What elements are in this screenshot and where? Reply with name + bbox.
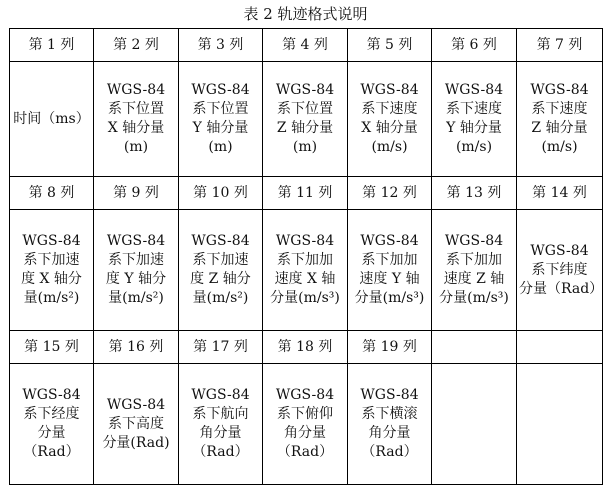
header-row — [10, 177, 603, 210]
empty-cell — [517, 364, 603, 485]
content-cell — [94, 364, 179, 485]
content-cell — [517, 210, 603, 331]
cell-text: WGS-84 系下加速 度 Z 轴分 量(m/s²) — [190, 233, 251, 306]
content-cell — [263, 364, 348, 485]
content-cell — [263, 210, 348, 331]
empty-cell — [432, 364, 517, 485]
content-cell — [179, 210, 263, 331]
cell-text: WGS-84 系下加速 度 X 轴分 量(m/s²) — [21, 233, 82, 306]
header-cell: 第 12 列 — [348, 177, 432, 210]
cell-text: WGS-84 系下速度 X 轴分量 (m/s) — [360, 82, 419, 155]
content-cell — [432, 62, 517, 177]
cell-text: WGS-84 系下位置 Y 轴分量 (m) — [191, 82, 250, 155]
header-cell: 第 11 列 — [263, 177, 348, 210]
content-row — [10, 62, 603, 177]
content-cell — [94, 62, 179, 177]
content-cell — [348, 62, 432, 177]
header-cell: 第 17 列 — [179, 331, 263, 364]
header-row — [10, 331, 603, 364]
empty-cell — [517, 331, 603, 364]
content-cell — [10, 210, 94, 331]
table-caption: 表 2 轨迹格式说明 — [243, 5, 368, 23]
cell-text: WGS-84 系下加加 速度 Z 轴 分量(m/s³) — [439, 233, 509, 306]
content-cell — [348, 364, 432, 485]
cell-text: WGS-84 系下加加 速度 X 轴 分量(m/s³) — [270, 233, 340, 306]
content-row — [10, 364, 603, 485]
cell-text: WGS-84 系下纬度 分量（Rad） — [519, 242, 604, 297]
cell-text: WGS-84 系下位置 X 轴分量 (m) — [106, 82, 166, 155]
cell-text: WGS-84 系下速度 Y 轴分量 (m/s) — [444, 82, 504, 155]
cell-text: WGS-84 系下速度 Z 轴分量 (m/s) — [530, 82, 589, 155]
empty-cell — [432, 331, 517, 364]
header-cell: 第 19 列 — [348, 331, 432, 364]
header-cell: 第 10 列 — [179, 177, 263, 210]
header-cell: 第 7 列 — [517, 29, 603, 62]
cell-text: WGS-84 系下航向 角分量 （Rad） — [191, 387, 250, 460]
header-cell: 第 15 列 — [10, 331, 94, 364]
cell-text: WGS-84 系下经度 分量 （Rad） — [22, 387, 81, 460]
content-cell — [179, 62, 263, 177]
header-cell: 第 3 列 — [179, 29, 263, 62]
header-cell: 第 4 列 — [263, 29, 348, 62]
header-cell: 第 18 列 — [263, 331, 348, 364]
content-cell — [517, 62, 603, 177]
header-cell: 第 5 列 — [348, 29, 432, 62]
trajectory-format-table — [9, 28, 603, 485]
cell-text: WGS-84 系下位置 Z 轴分量 (m) — [275, 82, 335, 155]
content-cell — [10, 62, 94, 177]
content-cell — [263, 62, 348, 177]
cell-text: WGS-84 系下加速 度 Y 轴分 量(m/s²) — [105, 233, 167, 306]
content-cell — [348, 210, 432, 331]
header-cell: 第 8 列 — [10, 177, 94, 210]
cell-text: 时间（ms） — [13, 110, 90, 127]
header-row — [10, 29, 603, 62]
header-cell: 第 6 列 — [432, 29, 517, 62]
content-row — [10, 210, 603, 331]
header-cell: 第 9 列 — [94, 177, 179, 210]
header-cell: 第 16 列 — [94, 331, 179, 364]
cell-text: WGS-84 系下俯仰 角分量 （Rad） — [275, 387, 335, 460]
header-cell: 第 2 列 — [94, 29, 179, 62]
cell-text: WGS-84 系下横滚 角分量 （Rad） — [360, 387, 419, 460]
content-cell — [10, 364, 94, 485]
cell-text: WGS-84 系下加加 速度 Y 轴 分量(m/s³) — [354, 233, 425, 306]
header-cell: 第 13 列 — [432, 177, 517, 210]
content-cell — [432, 210, 517, 331]
content-cell — [94, 210, 179, 331]
header-cell: 第 1 列 — [10, 29, 94, 62]
header-cell: 第 14 列 — [517, 177, 603, 210]
cell-text: WGS-84 系下高度 分量(Rad) — [102, 396, 170, 451]
content-cell — [179, 364, 263, 485]
